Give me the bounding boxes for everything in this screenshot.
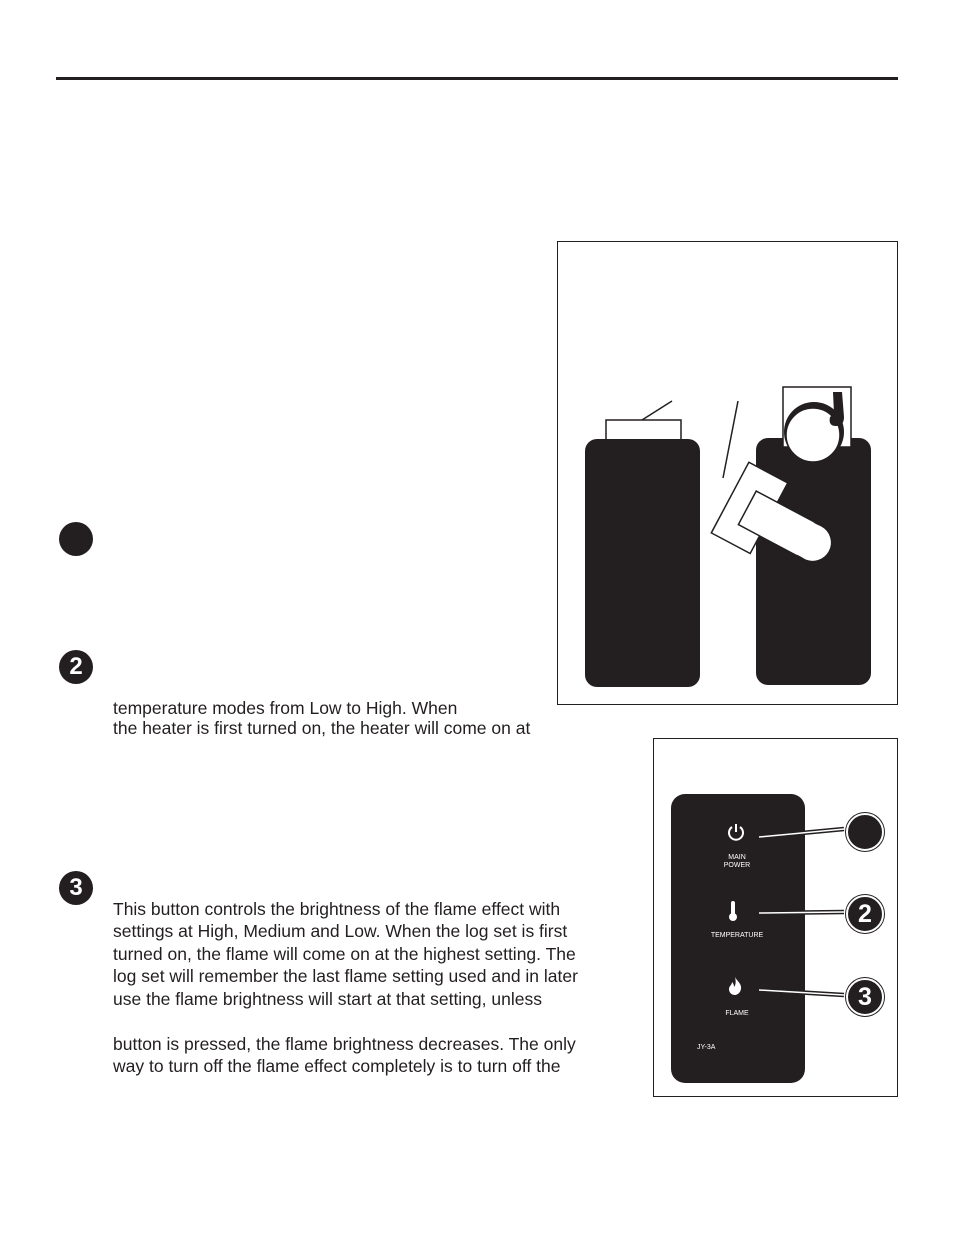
step-3-text-line: log set will remember the last flame setting used and in later bbox=[113, 966, 578, 986]
leader-line bbox=[723, 401, 738, 478]
step-3-text-line: way to turn off the flame effect completely is to turn off the bbox=[113, 1056, 561, 1076]
header-rule bbox=[56, 77, 898, 80]
step-1-badge bbox=[59, 522, 93, 556]
remote-buttons-figure bbox=[653, 738, 898, 1097]
battery-cover-slot bbox=[606, 420, 681, 442]
step-2-badge: 2 bbox=[59, 650, 93, 684]
main-power-label-line1: MAIN bbox=[728, 854, 746, 861]
leader-line bbox=[642, 401, 672, 420]
battery-install-illustration bbox=[558, 242, 899, 706]
step-2-text-line: the heater is first turned on, the heater will come on at bbox=[113, 718, 531, 738]
main-power-label-line2: POWER bbox=[723, 862, 751, 869]
callout-2: 2 bbox=[846, 895, 884, 933]
model-number: JY-3A bbox=[697, 1044, 716, 1051]
step-3-badge: 3 bbox=[59, 871, 93, 905]
temperature-label: TEMPERATURE bbox=[710, 932, 764, 939]
flame-label: FLAME bbox=[725, 1010, 749, 1017]
step-3-text-line: settings at High, Medium and Low. When the log set is first bbox=[113, 921, 568, 941]
step-3-text-line: turned on, the flame will come on at the highest setting. The bbox=[113, 944, 576, 964]
step-3-text-line: This button controls the brightness of the flame effect with bbox=[113, 899, 561, 919]
battery-install-figure bbox=[557, 241, 898, 705]
step-3-text-line: button is pressed, the flame brightness decreases. The only bbox=[113, 1034, 576, 1054]
step-3-text-line: use the flame brightness will start at that setting, unless bbox=[113, 989, 542, 1009]
remote-back-left bbox=[585, 439, 700, 687]
callout-1 bbox=[846, 813, 884, 851]
step-2-text-line: temperature modes from Low to High. When bbox=[113, 698, 458, 718]
callout-3: 3 bbox=[846, 978, 884, 1016]
